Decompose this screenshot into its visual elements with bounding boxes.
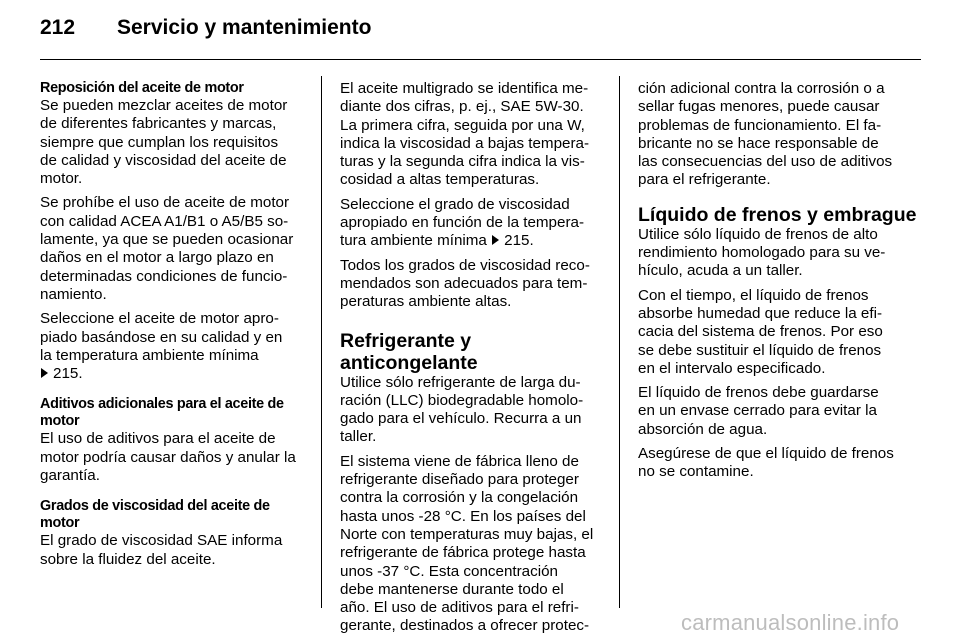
paragraph-frenos-homologado: Utilice sólo líquido de frenos de alto rendimiento homologado para su ve- hículo, acuda a un taller. bbox=[638, 225, 886, 280]
column-2 bbox=[340, 80, 612, 636]
column-divider-1 bbox=[321, 76, 322, 608]
paragraph-mezcla: Se pueden mezclar aceites de motor de diferentes fabricantes y marcas, siempre que cumplan los requisitos de calidad y viscosidad del aceite de motor. bbox=[40, 97, 288, 188]
page-number: 212 bbox=[40, 16, 76, 39]
paragraph-frenos-envase: El líquido de frenos debe guardarse en un envase cerrado para evitar la absorción de agua. bbox=[638, 384, 879, 438]
paragraph-todos-grados: Todos los grados de viscosidad reco- mendados son adecuados para tem- peraturas ambiente altas. bbox=[340, 256, 590, 311]
paragraph-seleccione-grado: Seleccione el grado de viscosidad apropiado en función de la tempera- tura ambiente mínima 215. bbox=[340, 195, 585, 250]
heading-reposicion: Reposición del aceite de motor bbox=[40, 80, 244, 96]
page-header bbox=[40, 16, 920, 46]
paragraph-frenos-contamine: Asegúrese de que el líquido de frenos no se contamine. bbox=[638, 445, 894, 481]
column-1 bbox=[40, 80, 312, 575]
header-rule bbox=[40, 59, 921, 60]
column-divider-2 bbox=[619, 76, 620, 608]
paragraph-grados: El grado de viscosidad SAE informa sobre la fluidez del aceite. bbox=[40, 532, 283, 568]
heading-aditivos: Aditivos adicionales para el aceite de motor bbox=[40, 396, 284, 430]
column-3 bbox=[638, 80, 920, 488]
page-reference-arrow-icon bbox=[492, 235, 499, 245]
heading-liquido-frenos: Líquido de frenos y embrague bbox=[638, 203, 917, 226]
paragraph-refrigerante-llc: Utilice sólo refrigerante de larga du- ración (LLC) biodegradable homolo- gado para el vehículo. Recurra a un taller. bbox=[340, 373, 584, 446]
paragraph-aditivos: El uso de aditivos para el aceite de motor podría causar daños y anular la garantía. bbox=[40, 430, 296, 485]
paragraph-sistema-fabrica: El sistema viene de fábrica lleno de refrigerante diseñado para proteger contra la corrosión y la congelación hasta unos -28 °C. En los países del Norte con temperaturas muy bajas, el refrigerante de fábrica protege hasta unos -37 °C. Esta concentración debe mantenerse durante todo el año. El uso de aditivos para el refri- gerante, destinados a ofrecer protec- bbox=[340, 452, 594, 635]
heading-grados: Grados de viscosidad del aceite de motor bbox=[40, 498, 270, 532]
chapter-title: Servicio y mantenimiento bbox=[117, 16, 372, 39]
heading-refrigerante: Refrigerante y anticongelante bbox=[340, 329, 478, 374]
page-reference[interactable]: 215. bbox=[53, 365, 83, 383]
paragraph-multigrado: El aceite multigrado se identifica me- diante dos cifras, p. ej., SAE 5W-30. La primera cifra, seguida por una W, indica la viscosidad a bajas tempera- turas y la segunda cifra indica la vis- cosidad a altas temperaturas. bbox=[340, 80, 590, 189]
paragraph-seleccione-aceite: Seleccione el aceite de motor apro- piado basándose en su calidad y en la temperatura ambiente mínima 215. bbox=[40, 310, 283, 383]
page-reference-arrow-icon bbox=[41, 368, 48, 378]
page-reference[interactable]: 215. bbox=[504, 232, 534, 250]
paragraph-frenos-humedad: Con el tiempo, el líquido de frenos absorbe humedad que reduce la efi- cacia del sistema de frenos. Por eso se debe sustituir el líquido de frenos en el intervalo especificado. bbox=[638, 286, 883, 377]
paragraph-prohibe: Se prohíbe el uso de aceite de motor con calidad ACEA A1/B1 o A5/B5 so- lamente, ya que se pueden ocasionar daños en el motor a largo plazo en determinadas condiciones de funcio- namiento. bbox=[40, 194, 294, 303]
watermark-text: carmanualsonline.info bbox=[681, 610, 900, 635]
paragraph-proteccion-adicional: ción adicional contra la corrosión o a sellar fugas menores, puede causar problemas de funcionamiento. El fa- bricante no se hace responsable de las consecuencias del uso de aditivos para el refrigerante. bbox=[638, 80, 893, 189]
